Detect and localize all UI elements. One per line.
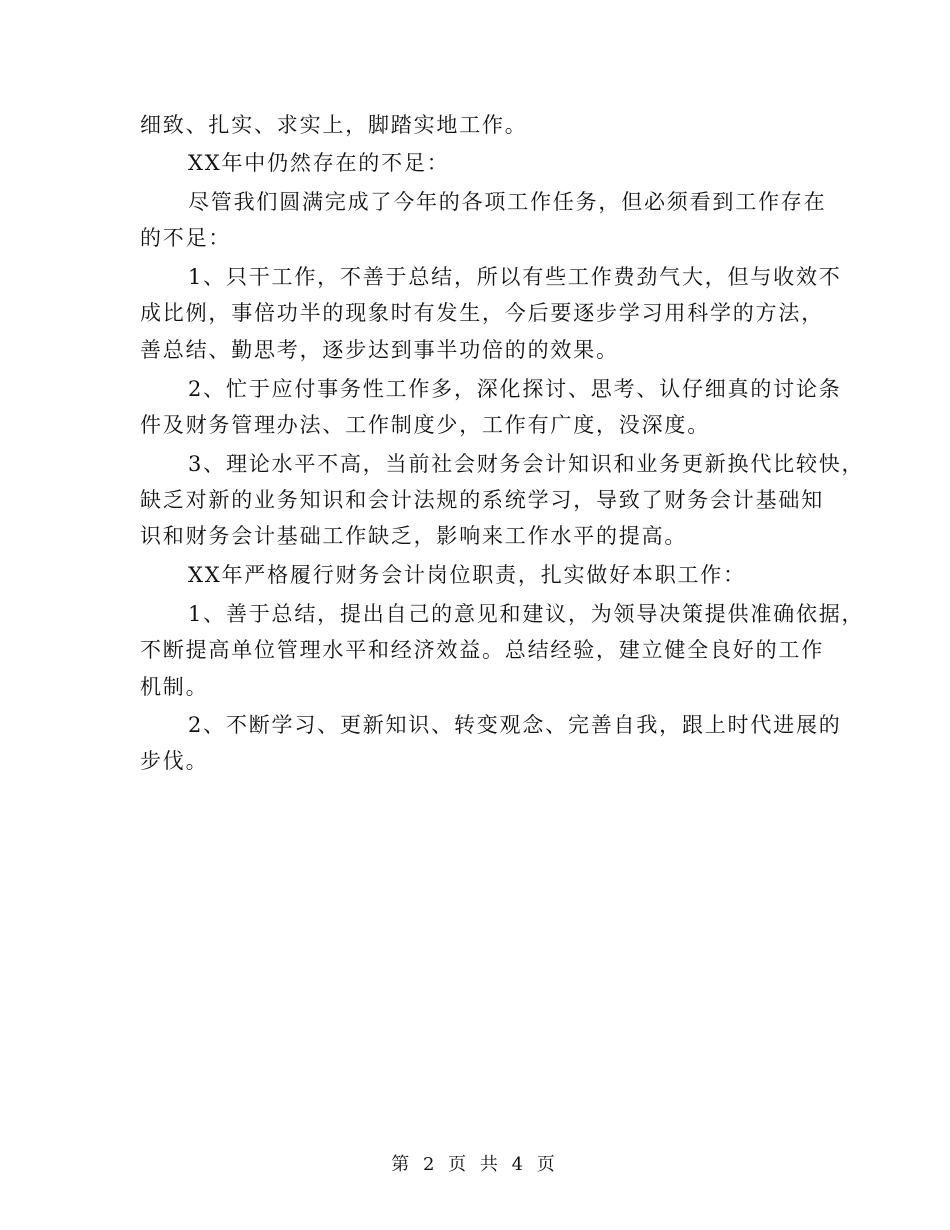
list-item-1-line-1: 1、只干工作，不善于总结，所以有些工作费劲气大，但与收效不 (188, 265, 842, 289)
list-item-5-line-2: 步伐。 (140, 749, 209, 773)
list-item-2-line-1: 2、忙于应付事务性工作多，深化探讨、思考、认仔细真的讨论条 (188, 377, 842, 401)
list-item-3-line-3: 识和财务会计基础工作缺乏，影响来工作水平的提高。 (140, 524, 688, 548)
body-text-line-3: 尽管我们圆满完成了今年的各项工作任务，但必须看到工作存在 (188, 190, 827, 214)
body-text-line-4: 的不足： (140, 226, 232, 250)
list-item-4-line-3: 机制。 (140, 675, 209, 699)
list-item-4-line-1: 1、善于总结，提出自己的意见和建议，为领导决策提供准确依据， (188, 602, 865, 626)
list-item-4-line-2: 不断提高单位管理水平和经济效益。总结经验，建立健全良好的工作 (140, 638, 824, 662)
list-item-5-line-1: 2、不断学习、更新知识、转变观念、完善自我，跟上时代进展的 (188, 713, 842, 737)
list-item-2-line-2: 件及财务管理办法、工作制度少，工作有广度，没深度。 (140, 413, 710, 437)
section-heading-shortcomings: XX年中仍然存在的不足： (188, 151, 450, 175)
section-heading-responsibilities: XX年严格履行财务会计岗位职责，扎实做好本职工作： (188, 563, 746, 587)
list-item-1-line-3: 善总结、勤思考，逐步达到事半功倍的的效果。 (140, 338, 619, 362)
list-item-3-line-1: 3、理论水平不高，当前社会财务会计知识和业务更新换代比较快， (188, 452, 865, 476)
page-number-footer: 第 2 页 共 4 页 (391, 1154, 559, 1175)
list-item-3-line-2: 缺乏对新的业务知识和会计法规的系统学习，导致了财务会计基础知 (140, 488, 824, 512)
list-item-1-line-2: 成比例，事倍功半的现象时有发生，今后要逐步学习用科学的方法， (140, 301, 824, 325)
body-text-line-1: 细致、扎实、求实上，脚踏实地工作。 (140, 113, 528, 137)
